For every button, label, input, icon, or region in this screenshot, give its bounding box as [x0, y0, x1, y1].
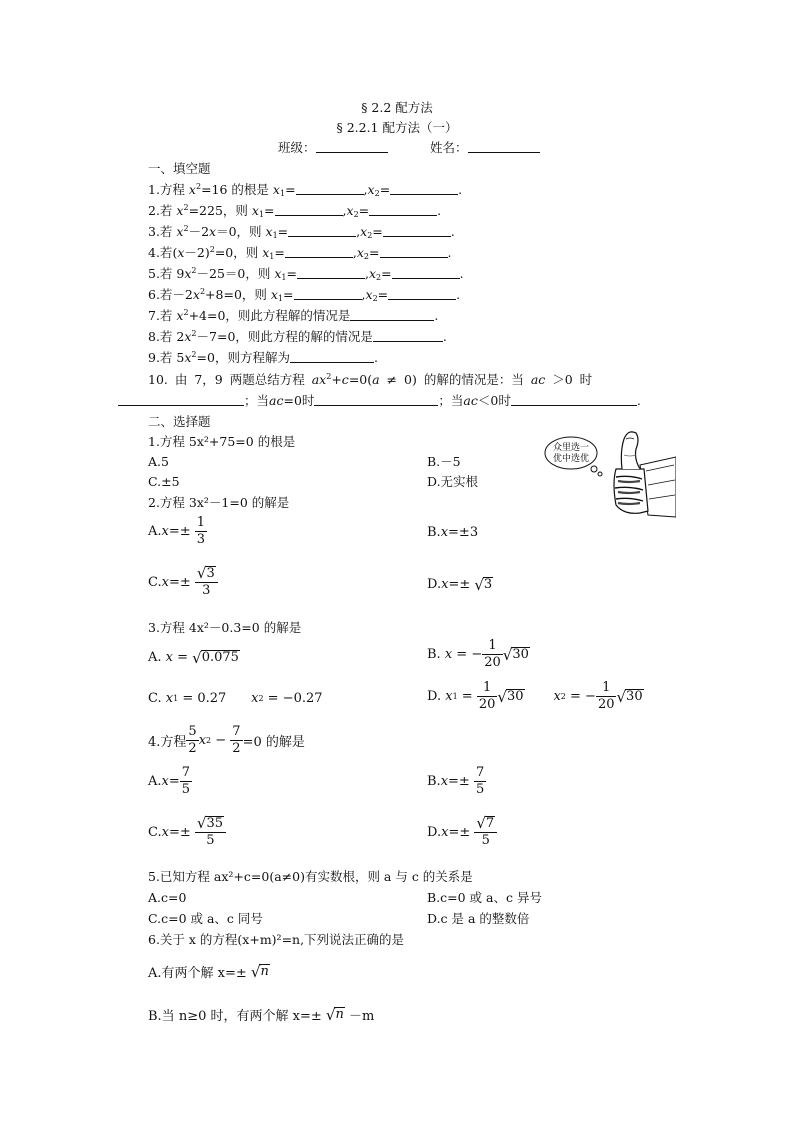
choice-option-1d[interactable]: D.无实根 — [427, 474, 479, 489]
choice-option-1a[interactable]: A.5 — [148, 454, 169, 469]
choice-option-3b[interactable]: B. x = − $\frac{1}{20}$ √ 30 — [427, 638, 529, 670]
choice-question-6: 6.关于 x 的方程(x+m)²=n,下列说法正确的是 — [148, 932, 405, 947]
choice-option-3d[interactable]: D. x 1 = $\frac{1}{20}$ √ 30 x 2 = − $\frac{1}{20}$ √ 30 — [427, 680, 643, 712]
answer-blank[interactable] — [118, 394, 244, 406]
answer-blank[interactable] — [294, 288, 362, 300]
fill-question-7: 7.若 $x^2+4=0$，则此方程解的情况是 . — [148, 308, 439, 323]
choice-option-5a[interactable]: A.c=0 — [148, 890, 187, 905]
answer-blank[interactable] — [388, 288, 456, 300]
name-field — [430, 140, 540, 156]
answer-blank[interactable] — [296, 183, 364, 195]
answer-blank[interactable] — [285, 246, 353, 258]
subsection-title: § 2.2.1 配方法（一） — [336, 120, 458, 135]
answer-blank[interactable] — [350, 309, 434, 321]
choice-option-6b[interactable]: B.当 n≥0 时，有两个解 x=± √ n －m — [148, 1005, 375, 1024]
choice-option-1b[interactable]: B.－5 — [427, 454, 461, 469]
fill-question-9: 9.若 $5x^2=0$，则方程解为 . — [148, 350, 378, 365]
fill-question-10-line2: ；当ac=0时 ；当ac＜0时 . — [118, 393, 641, 409]
choice-question-1: 1.方程 5x²+75=0 的根是 — [148, 434, 296, 449]
class-label: 班级： — [278, 140, 316, 155]
answer-blank[interactable] — [297, 267, 365, 279]
fill-question-1: 1.方程 $x^2=16$ 的根是 $x_1= ,x_2=$ . — [148, 182, 463, 198]
choice-option-2a[interactable]: A. x =± $\frac{1}{3}$ — [148, 515, 206, 547]
class-blank[interactable] — [316, 141, 388, 153]
choice-option-4a[interactable]: A. x = $\frac{7}{5}$ — [148, 765, 191, 797]
answer-blank[interactable] — [369, 204, 437, 216]
choice-option-4c[interactable]: C. x =± $\frac{√35}{5}$ — [148, 816, 226, 849]
fill-question-8: 8.若 $2x^2-7=0$，则此方程的解的情况是 . — [148, 329, 447, 344]
answer-blank[interactable] — [511, 394, 637, 406]
fill-question-4: 4.若$(x-2)^2=0$，则 $x_1= ,x_2=$ . — [148, 245, 452, 261]
answer-blank[interactable] — [314, 394, 438, 406]
answer-blank[interactable] — [383, 225, 451, 237]
choice-option-4d[interactable]: D. x =± $\frac{√7}{5}$ — [427, 816, 497, 849]
bubble-line-2: 优中选优 — [552, 454, 590, 464]
choice-question-2: 2.方程 3x²－1=0 的解是 — [148, 495, 290, 510]
answer-blank[interactable] — [288, 225, 356, 237]
choice-option-2c[interactable]: C. x =± $\frac{√3}{3}$ — [148, 566, 218, 599]
choice-question-4: 4.方程 $\frac{5}{2}$ x 2 − $\frac{7}{2}$ =0 的解是 — [148, 724, 305, 756]
bubble-line-1: 众里选一 — [552, 443, 590, 453]
choice-option-5c[interactable]: C.c=0 或 a、c 同号 — [148, 911, 263, 926]
choice-option-1c[interactable]: C.±5 — [148, 474, 180, 489]
fill-question-5: 5.若 $9x^2-25=0$，则 $x_1= ,x_2=$ . — [148, 266, 464, 282]
choice-option-3a[interactable]: A. x = √ 0.075 — [148, 648, 239, 667]
answer-blank[interactable] — [373, 330, 443, 342]
part2-heading: 二、选择题 — [148, 414, 211, 429]
fill-question-2: 2.若 $x^2=225$，则 $x_1= ,x_2=$ . — [148, 203, 442, 219]
fill-question-6: 6.若$-2x^2+8=0$，则 $x_1= ,x_2=$ . — [148, 287, 461, 303]
name-label: 姓名： — [430, 140, 468, 155]
thumbs-up-illustration — [536, 425, 676, 520]
choice-option-5b[interactable]: B.c=0 或 a、c 异号 — [427, 890, 542, 905]
fill-question-10-line1: 10. 由 7，9 两题总结方程 $ax^2+c=0(a \ne 0)$ 的解的情况是：当 ac ＞0 时 — [148, 372, 593, 387]
answer-blank[interactable] — [275, 204, 343, 216]
choice-option-3c[interactable]: C. x 1 = 0.27 x 2 = −0.27 — [148, 691, 323, 706]
choice-option-2d[interactable]: D. x =± √ 3 — [427, 575, 493, 594]
part1-heading: 一、填空题 — [148, 161, 211, 176]
name-blank[interactable] — [468, 141, 540, 153]
answer-blank[interactable] — [390, 183, 458, 195]
thumbs-up-icon — [536, 425, 676, 520]
class-field — [278, 140, 388, 156]
answer-blank[interactable] — [380, 246, 448, 258]
choice-option-2b[interactable]: B. x =±3 — [427, 525, 479, 540]
answer-blank[interactable] — [290, 351, 374, 363]
section-title: § 2.2 配方法 — [361, 100, 433, 115]
fill-question-3: 3.若 $x^2-2x=0$，则 $x_1= ,x_2=$ . — [148, 224, 455, 240]
choice-option-6a[interactable]: A.有两个解 x=± √ n — [148, 962, 269, 981]
choice-option-5d[interactable]: D.c 是 a 的整数倍 — [427, 911, 530, 926]
choice-option-4b[interactable]: B. x =± $\frac{7}{5}$ — [427, 765, 485, 797]
choice-question-3: 3.方程 4x²－0.3=0 的解是 — [148, 620, 302, 635]
answer-blank[interactable] — [392, 267, 460, 279]
choice-question-5: 5.已知方程 ax²+c=0(a≠0)有实数根，则 a 与 c 的关系是 — [148, 869, 473, 884]
